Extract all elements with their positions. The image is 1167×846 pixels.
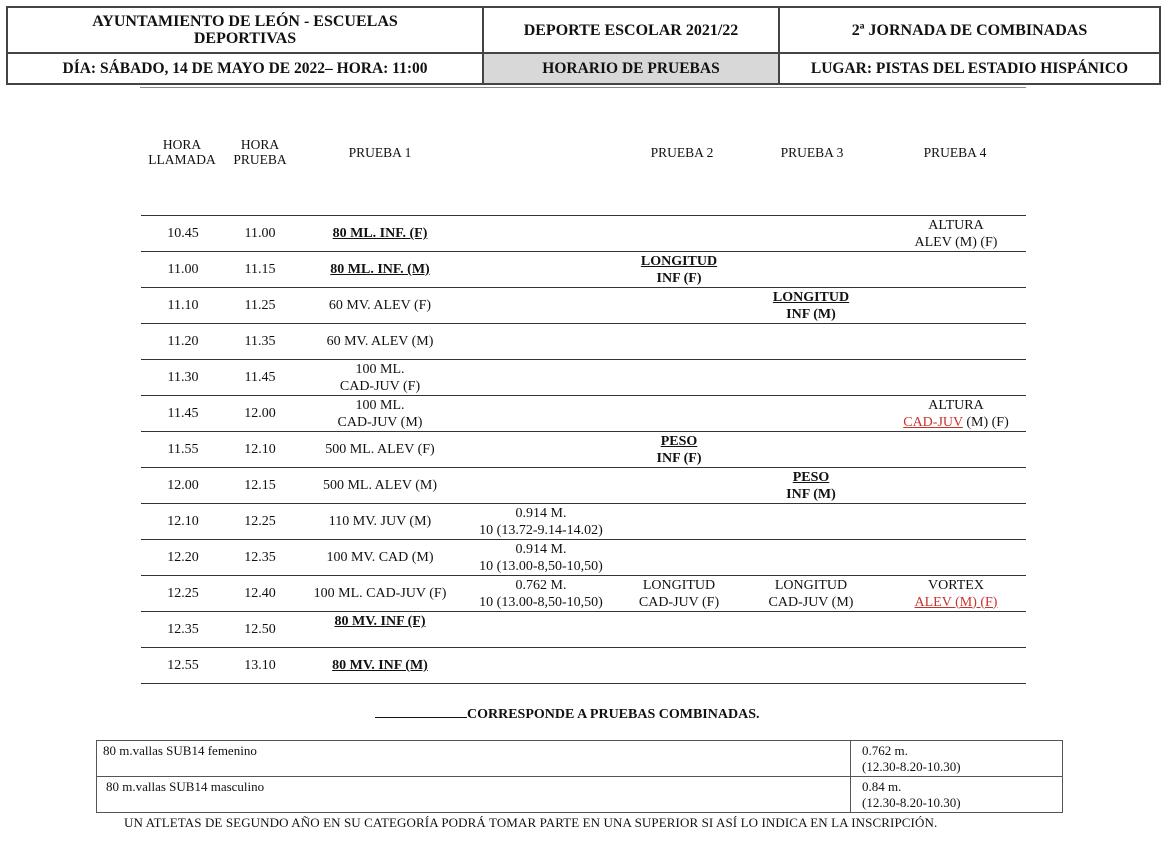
- start-time: 11.00: [244, 226, 276, 241]
- prueba-1-event: 80 MV. INF (F): [334, 614, 426, 629]
- prueba-1-event: 100 MV. CAD (M): [326, 550, 434, 565]
- start-time: 12.10: [244, 442, 276, 457]
- start-time: 11.35: [244, 334, 276, 349]
- table-row: [141, 611, 1026, 647]
- prueba-2-event: LONGITUD CAD-JUV (F): [638, 577, 720, 610]
- col-prueba-2: PRUEBA 2: [650, 145, 714, 160]
- hurdle-spec: 0.914 M. 10 (13.00-8,50-10,50): [479, 541, 603, 574]
- call-time: 12.35: [167, 622, 199, 637]
- table-row: [141, 539, 1026, 575]
- call-time: 12.25: [167, 586, 199, 601]
- start-time: 12.15: [244, 478, 276, 493]
- prueba-3-event: LONGITUD CAD-JUV (M): [768, 577, 854, 610]
- prueba-1-event: 110 MV. JUV (M): [328, 514, 432, 529]
- table-row: [97, 741, 1062, 776]
- prueba-1-event: 500 ML. ALEV (F): [325, 442, 435, 457]
- hurdle-category: 80 m.vallas SUB14 femenino: [103, 743, 257, 758]
- col-prueba-3: PRUEBA 3: [780, 145, 844, 160]
- call-time: 12.55: [167, 658, 199, 673]
- col-prueba-4: PRUEBA 4: [923, 145, 987, 160]
- prueba-1-event: 100 ML. CAD-JUV (F): [339, 361, 421, 394]
- table-row: [141, 467, 1026, 503]
- call-time: 10.45: [167, 226, 199, 241]
- date-label: DÍA: SÁBADO, 14 DE MAYO DE 2022– HORA: 11:00: [7, 53, 483, 84]
- table-row: [141, 215, 1026, 251]
- table-row: [141, 503, 1026, 539]
- call-time: 11.00: [167, 262, 199, 277]
- prueba-1-event: 100 ML. CAD-JUV (F): [313, 586, 447, 601]
- start-time: 12.35: [244, 550, 276, 565]
- prueba-1-event: 60 MV. ALEV (M): [326, 334, 434, 349]
- table-row: [141, 647, 1026, 684]
- table-row: [141, 251, 1026, 287]
- footnote: UN ATLETAS DE SEGUNDO AÑO EN SU CATEGORÍA PODRÁ TOMAR PARTE EN UNA SUPERIOR SI ASÍ LO INDICA EN LA INSCRIPCIÓN.: [124, 815, 938, 830]
- schedule-title: HORARIO DE PRUEBAS: [483, 53, 779, 84]
- call-time: 12.10: [167, 514, 199, 529]
- call-time: 12.20: [167, 550, 199, 565]
- start-time: 12.50: [244, 622, 276, 637]
- event-label: 2ª JORNADA DE COMBINADAS: [779, 7, 1160, 53]
- start-time: 12.00: [244, 406, 276, 421]
- org-name: AYUNTAMIENTO DE LEÓN - ESCUELAS DEPORTIVAS: [7, 7, 483, 53]
- table-row: [141, 287, 1026, 323]
- call-time: 11.45: [167, 406, 199, 421]
- prueba-1-event: 60 MV. ALEV (F): [328, 298, 432, 313]
- start-time: 12.25: [244, 514, 276, 529]
- hurdle-spec: 0.762 M. 10 (13.00-8,50-10,50): [479, 577, 603, 610]
- header-rule: [140, 87, 1026, 88]
- venue-label: LUGAR: PISTAS DEL ESTADIO HISPÁNICO: [779, 53, 1160, 84]
- divider: [850, 777, 851, 812]
- hurdle-spec: 0.762 m. (12.30-8.20-10.30): [862, 743, 961, 774]
- prueba-1-event: 100 ML. CAD-JUV (M): [337, 397, 423, 430]
- call-time: 11.55: [167, 442, 199, 457]
- table-row: [141, 359, 1026, 395]
- prueba-1-event: 80 ML. INF. (M): [330, 262, 430, 277]
- start-time: 12.40: [244, 586, 276, 601]
- legend: [375, 704, 759, 723]
- prueba-3-event: LONGITUD INF (M): [772, 290, 850, 322]
- prueba-4-event: ALTURA CAD-JUV (M) (F): [903, 397, 1009, 430]
- start-time: 11.45: [244, 370, 276, 385]
- prueba-4-event: VORTEX ALEV (M) (F): [914, 577, 998, 610]
- header-table: [6, 6, 1161, 85]
- season-label: DEPORTE ESCOLAR 2021/22: [483, 7, 779, 53]
- divider: [850, 741, 851, 776]
- prueba-1-event: 80 ML. INF. (F): [332, 226, 428, 241]
- col-call-time: HORA LLAMADA: [148, 137, 216, 167]
- call-time: 11.30: [167, 370, 199, 385]
- start-time: 11.15: [244, 262, 276, 277]
- col-start-time: HORA PRUEBA: [233, 137, 287, 167]
- prueba-2-event: LONGITUD INF (F): [640, 254, 718, 286]
- prueba-4-event: ALTURA ALEV (M) (F): [914, 218, 998, 250]
- hurdle-spec: 0.914 M. 10 (13.72-9.14-14.02): [479, 505, 603, 538]
- col-prueba-1: PRUEBA 1: [348, 145, 412, 160]
- start-time: 13.10: [244, 658, 276, 673]
- table-row: [141, 323, 1026, 359]
- legend-text: CORRESPONDE A PRUEBAS COMBINADAS.: [467, 707, 760, 722]
- table-row: [141, 395, 1026, 431]
- prueba-2-event: PESO INF (F): [656, 433, 702, 466]
- table-row: [141, 431, 1026, 467]
- prueba-1-event: 500 ML. ALEV (M): [322, 478, 438, 493]
- hurdles-table: [96, 740, 1063, 813]
- call-time: 11.10: [167, 298, 199, 313]
- table-row: [97, 776, 1062, 812]
- start-time: 11.25: [244, 298, 276, 313]
- hurdle-category: 80 m.vallas SUB14 masculino: [106, 779, 265, 794]
- call-time: 11.20: [167, 334, 199, 349]
- prueba-3-event: PESO INF (M): [786, 469, 836, 502]
- call-time: 12.00: [167, 478, 199, 493]
- table-row: [141, 575, 1026, 611]
- legend-underline: [375, 704, 467, 718]
- hurdle-spec: 0.84 m. (12.30-8.20-10.30): [862, 779, 961, 810]
- prueba-1-event: 80 MV. INF (M): [332, 658, 428, 673]
- schedule-table: [141, 215, 1026, 684]
